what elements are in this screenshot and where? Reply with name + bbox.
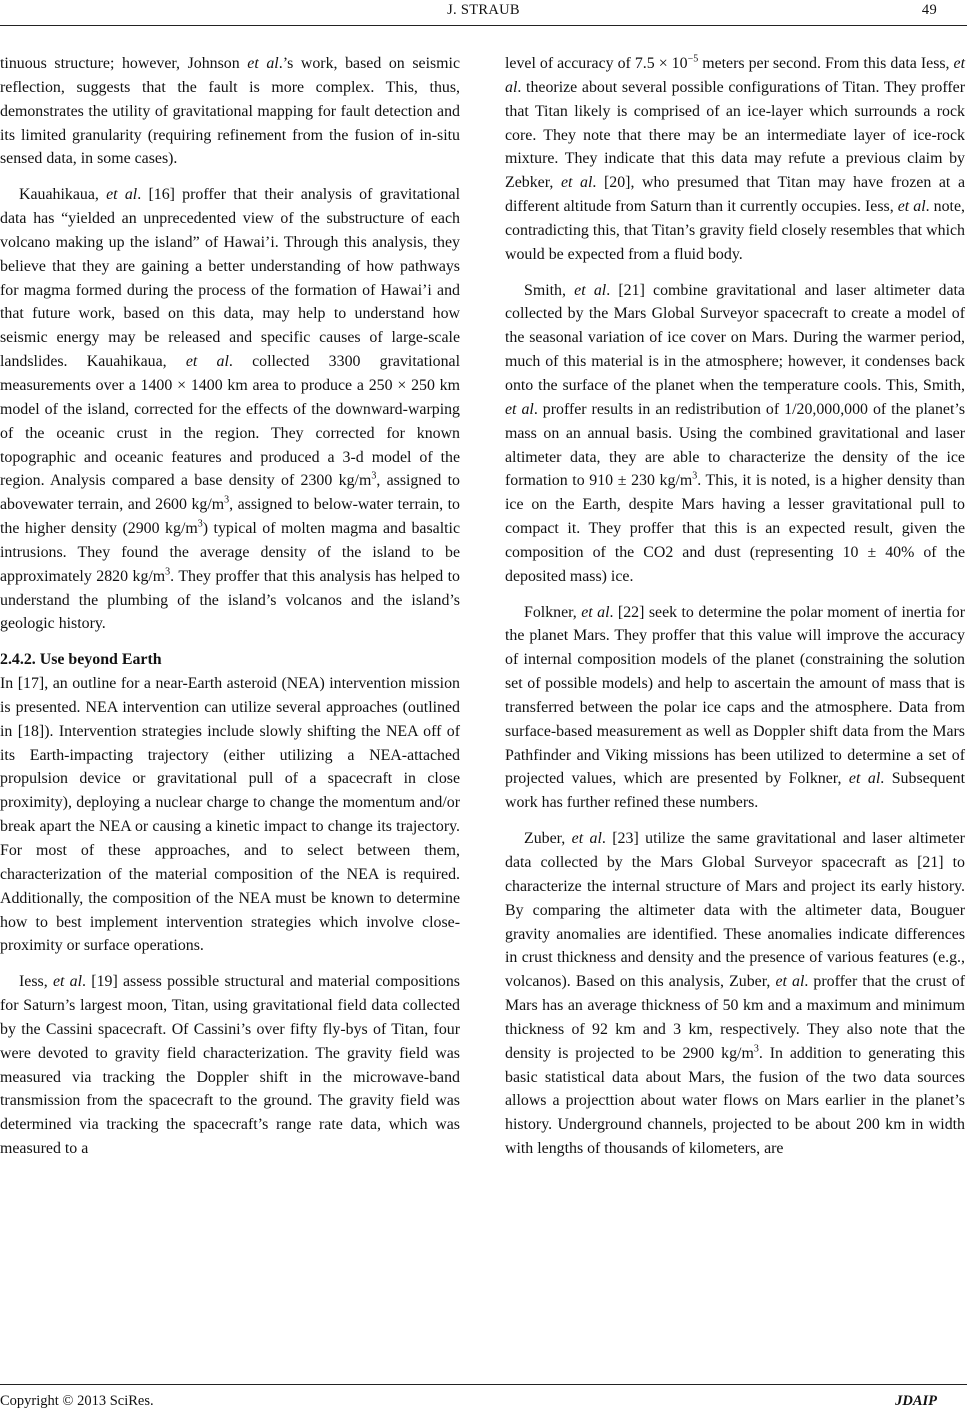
left-column bbox=[0, 52, 460, 1173]
paragraph: level of accuracy of $7.5 \times 10^{-5}$ meters per second. From this data Iess, et al. theorize about several possible configurations of Titan. They proffer that Titan likely is comprised of an ice-layer which surrounds a rock core. They note that there may be an intermediate layer of ice-rock mixture. They indicate that this data may refute a previous claim by Zebker, et al. [20], who presumed that Titan may have frozen at a different altitude from Saturn than it currently occupies. Iess, et al. note, contradicting this, that Titan’s gravity field closely resembles that which would be expected from a fluid body. bbox=[505, 53, 966, 263]
journal-abbreviation: JDAIP bbox=[895, 1393, 937, 1409]
paragraph: Kauahikaua, et al. [16] proffer that their analysis of gravitational data has “yielded an unprecedented view of the substructure of each volcano making up the island” of Hawai’i. Through this analysis, they believe that they are gaining a better understanding of how pathways for magma formed during the process of the formation of Hawai’i and that future work, based on this data, may help to understand how seismic energy may be released and specific causes of large-scale landslides. Kauahikaua, et al. collected 3300 gravitational measurements over a 1400 × 1400 km area to produce a 250 × 250 km model of the island, corrected for the effects of the downward-warping of the oceanic crust in the region. They corrected for known topographic and oceanic features and produced a 3-d model of the region. Analysis compared a base density of 2300 $kg/m^3$, assigned to abovewater terrain, and 2600 $kg/m^3$, assigned to below-water terrain, to the higher density (2900 $kg/m^3$) typical of molten magma and basaltic intrusions. They found the average density of the island to be approximately 2820 $kg/m^3$. They proffer that this analysis has helped to understand the plumbing of the island’s volcanos and the island’s geologic history. bbox=[0, 186, 460, 633]
header-rule bbox=[0, 25, 967, 26]
paragraph: Zuber, et al. [23] utilize the same gravitational and laser altimeter data collected by the Mars Global Surveyor spacecraft as [21] to characterize the internal structure of Mars and project its early history. By comparing the altimeter data with the altimeter data, Bouguer gravity anomalies are identified. These anomalies indicate differences in crust thickness and density and the presence of various features (e.g., volcanos). Based on this analysis, Zuber, et al. proffer that the crust of Mars has an average thickness of 50 km and a maximum and minimum thickness of 92 km and 3 km, respectively. They also note that the density is projected to be 2900 $kg/m^3$. In addition to generating this basic statistical data about Mars, the fusion of the two data sources allows a projecttion about water flows on Mars earlier in the planet’s history. Underground channels, projected to be about 200 km in width with lengths of thousands of kilometers, are bbox=[505, 830, 965, 1158]
paragraph: In [17], an outline for a near-Earth asteroid (NEA) intervention mission is presented. NEA intervention can utilize several approaches (outlined in [18]). Intervention strategies include slowly shifting the NEA off of its Earth-impacting trajectory (either utilizing a NEA-attached propulsion device or gravitational pull of a spacecraft in close proximity), deploying a nuclear charge to change the momentum and/or break apart the NEA or causing a kinetic impact to change its trajectory. For most of these approaches, and to select between them, characterization of the material composition of the NEA is required. Additionally, the composition of the NEA must be known to determine how to best implement intervention strategies which involve close-proximity or surface operations. bbox=[0, 675, 460, 955]
paragraph: tinuous structure; however, Johnson et al.’s work, based on seismic reflection, suggests that the fault is more complex. This, thus, demonstrates the utility of gravitational mapping for fault detection and its limited granularity (requiring refinement from the fusion of in-situ sensed data, in some cases). bbox=[0, 55, 460, 168]
copyright-notice: Copyright © 2013 SciRes. bbox=[0, 1393, 154, 1409]
footer-rule bbox=[0, 1384, 967, 1385]
page-number: 49 bbox=[921, 2, 937, 18]
paragraph: Smith, et al. [21] combine gravitational and laser altimeter data collected by the Mars Global Surveyor spacecraft to create a model of the seasonal variation of ice cover on Mars. During the warmer period, much of this material is in the atmosphere; however, it condenses back onto the surface of the planet when the temperature cools. This, Smith, et al. proffer results in an redistribution of 1/20,000,000 of the planet’s mass on an annual basis. Using the combined gravitational and laser altimeter data, they are able to characterize the density of the ice formation to 910 ± 230 $kg/m^3$. This, it is noted, is a higher density than ice on the Earth, despite Mars having a lesser gravitational pull to compact it. They proffer that this is an expected result, given the composition of the CO2 and dust (representing 10 ± 40% of the deposited mass) ice. bbox=[505, 281, 965, 585]
section-heading: 2.4.2. Use beyond Earth bbox=[0, 651, 162, 669]
right-column bbox=[505, 52, 965, 1173]
paragraph: Iess, et al. [19] assess possible structural and material compositions for Saturn’s largest moon, Titan, using gravitational field data collected by the Cassini spacecraft. Of Cassini’s over fifty fly-bys of Titan, four were devoted to gravity field characterization. The gravity field was measured via tracking the Doppler shift in the microwave-band transmission from the spacecraft to the ground. The gravity field was determined via tracking the spacecraft’s range rate data, which was measured to a bbox=[0, 973, 460, 1158]
paragraph: Folkner, et al. [22] seek to determine the polar moment of inertia for the planet Mars. They proffer that this value will improve the accuracy of internal composition models of the planet (constraining the solution set of possible models) and help to ascertain the amount of mass that is transferred between the polar ice caps and the atmosphere. Data from surface-based measurement as well as Doppler shift data from the Mars Pathfinder and Viking missions has been utilized to determine a set of projected values, which are presented by Folkner, et al. Subsequent work has further refined these numbers. bbox=[505, 603, 965, 812]
running-header-author: J. STRAUB bbox=[447, 2, 520, 18]
